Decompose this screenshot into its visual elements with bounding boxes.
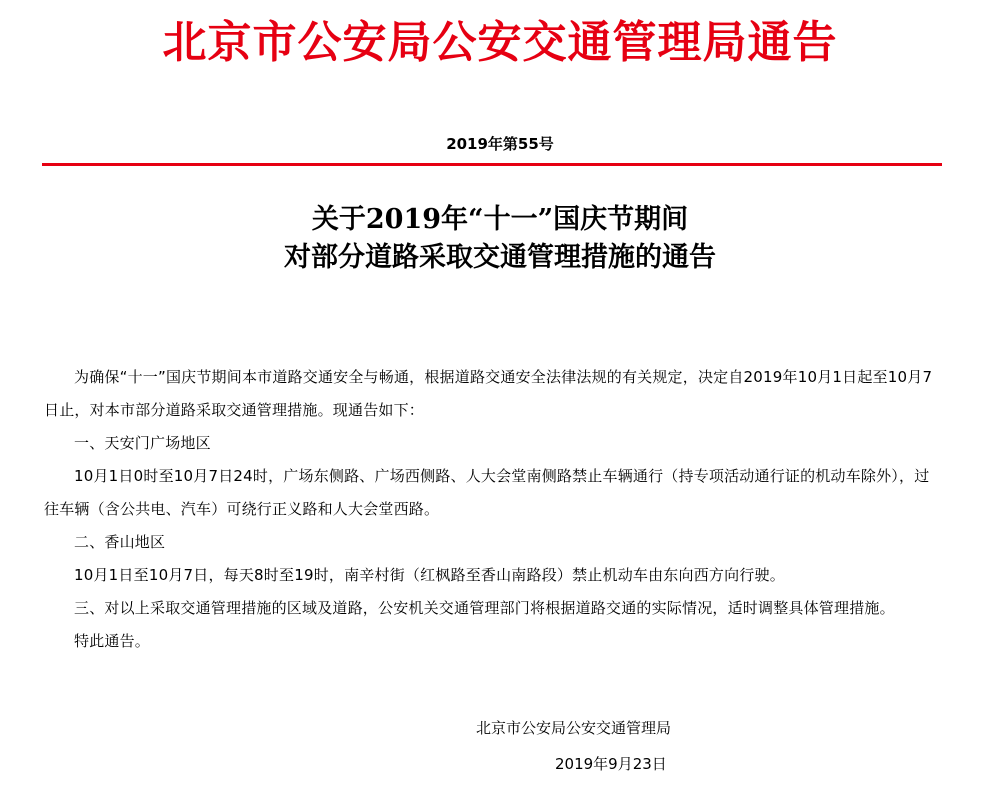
signature-date: 2019年9月23日: [555, 755, 667, 773]
red-divider-rule: [42, 163, 942, 166]
signature-organization: 北京市公安局公安交通管理局: [476, 719, 672, 737]
notice-title-line-2: 对部分道路采取交通管理措施的通告: [284, 242, 716, 273]
body-paragraph-closing: 特此通告。: [74, 632, 151, 650]
body-paragraph-intro: 为确保“十一”国庆节期间本市道路交通安全与畅通，根据道路交通安全法律法规的有关规定，决定自2019年10月1日起至10月7日止，对本市部分道路采取交通管理措施。现通告如下：: [44, 368, 933, 419]
notice-title-line-1: 关于2019年“十一”国庆节期间: [311, 204, 689, 235]
notice-body: [44, 361, 944, 658]
document-number: 2019年第55号: [446, 135, 554, 153]
notice-title: [0, 201, 1000, 277]
body-paragraph-tiananmen: 10月1日0时至10月7日24时，广场东侧路、广场西侧路、人大会堂南侧路禁止车辆通行（持专项活动通行证的机动车除外），过往车辆（含公共电、汽车）可绕行正义路和人大会堂西路。: [44, 467, 930, 518]
section-heading-xiangshan: 二、香山地区: [74, 533, 166, 551]
body-paragraph-xiangshan: 10月1日至10月7日，每天8时至19时，南辛村街（红枫路至香山南路段）禁止机动车由东向西方向行驶。: [74, 566, 785, 584]
body-paragraph-adjustment: 三、对以上采取交通管理措施的区域及道路，公安机关交通管理部门将根据道路交通的实际情况，适时调整具体管理措施。: [74, 599, 895, 617]
document-header-title: 北京市公安局公安交通管理局通告: [162, 17, 838, 68]
section-heading-tiananmen: 一、天安门广场地区: [74, 434, 211, 452]
